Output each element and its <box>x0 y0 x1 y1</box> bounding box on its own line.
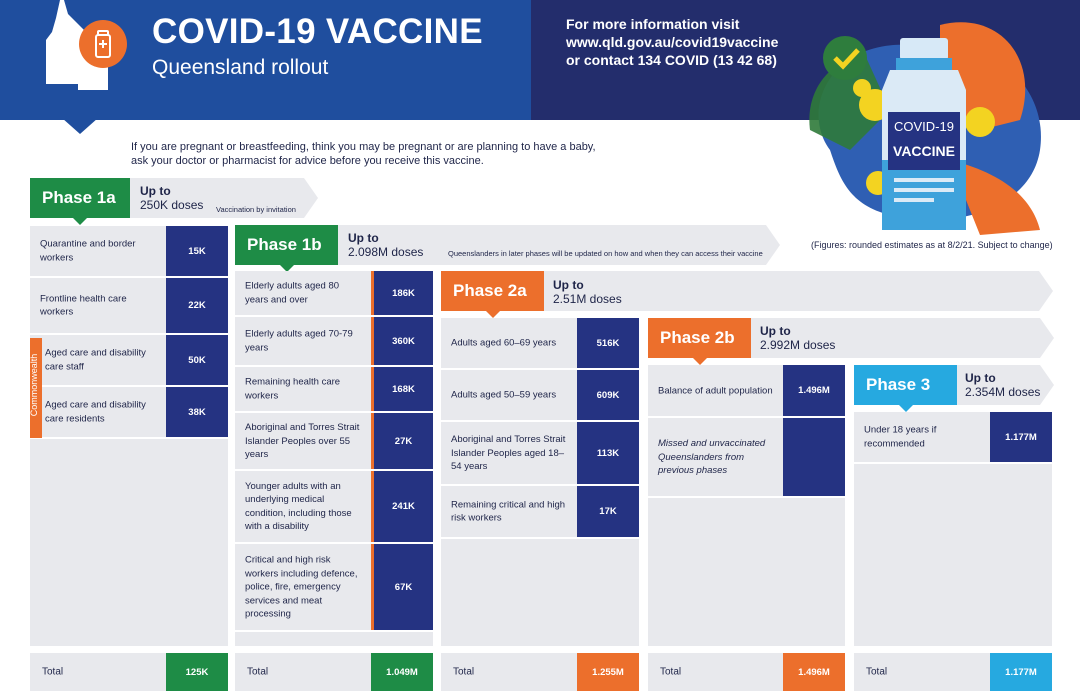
up-to-label: Up to <box>140 184 171 198</box>
row-label: Missed and unvaccinated Queenslanders from previous phases <box>658 437 766 476</box>
phase-2b-tag <box>648 318 751 358</box>
row-value: 186K <box>371 271 433 315</box>
row-label: Adults aged 50–59 years <box>451 389 557 401</box>
row-value <box>783 418 845 496</box>
up-to-label: Up to <box>553 278 584 292</box>
row-value: 15K <box>166 226 228 276</box>
row-label: Remaining critical and high risk workers <box>451 499 566 524</box>
phase-3-total <box>854 653 1052 691</box>
table-row <box>648 365 845 418</box>
phase-3-column <box>854 412 1052 646</box>
phase-name: Phase 1b <box>247 235 322 254</box>
phase-name: Phase 2a <box>453 281 527 300</box>
row-value: 17K <box>577 486 639 537</box>
row-value: 360K <box>371 317 433 365</box>
table-row <box>235 471 433 544</box>
advice-line: ask your doctor or pharmacist for advice before you receive this vaccine. <box>131 155 484 167</box>
phase-1a-column <box>30 226 228 646</box>
table-row <box>235 317 433 367</box>
row-label: Elderly adults aged 70-79 years <box>245 328 353 353</box>
table-row <box>441 318 639 370</box>
dose-count: 2.51M doses <box>553 292 622 306</box>
total-value: 1.496M <box>783 653 845 691</box>
row-value: 113K <box>577 422 639 484</box>
phase-name: Phase 3 <box>866 375 931 394</box>
row-label: Aboriginal and Torres Strait Islander Peoples over 55 years <box>245 421 360 460</box>
row-label: Aged care and disability care staff <box>45 347 146 372</box>
row-value: 1.496M <box>783 365 845 416</box>
total-label: Total <box>453 666 475 678</box>
row-value: 27K <box>371 413 433 469</box>
total-value: 1.255M <box>577 653 639 691</box>
dose-count: 2.098M doses <box>348 245 424 259</box>
row-label: Adults aged 60–69 years <box>451 337 557 349</box>
phase-2a-column <box>441 318 639 646</box>
row-label: Elderly adults aged 80 years and over <box>245 280 340 305</box>
row-value: 38K <box>166 387 228 437</box>
phase-2a-tag <box>441 271 544 311</box>
phase-2b-total <box>648 653 845 691</box>
row-value: 168K <box>371 367 433 411</box>
table-row <box>441 422 639 486</box>
row-value: 516K <box>577 318 639 368</box>
table-row <box>30 335 228 387</box>
phase-2a-doses <box>553 278 622 306</box>
up-to-label: Up to <box>760 324 791 338</box>
total-value: 125K <box>166 653 228 691</box>
table-row <box>30 387 228 439</box>
table-row <box>235 271 433 317</box>
row-label: Younger adults with an underlying medical condition, including those with a disability <box>245 480 352 532</box>
row-value: 241K <box>371 471 433 542</box>
up-to-label: Up to <box>965 371 996 385</box>
phase-1b-total <box>235 653 433 691</box>
info-url-link[interactable]: www.qld.gov.au/covid19vaccine <box>566 34 779 50</box>
table-row <box>441 486 639 539</box>
info-contact: or contact 134 COVID (13 42 68) <box>566 52 777 68</box>
phase-2b-column <box>648 365 845 646</box>
table-row <box>30 278 228 335</box>
total-label: Total <box>247 666 269 678</box>
row-label: Aboriginal and Torres Strait Islander Peoples aged 18–54 years <box>451 433 566 472</box>
row-value: 67K <box>371 544 433 630</box>
row-value: 1.177M <box>990 412 1052 462</box>
table-row <box>235 367 433 413</box>
dose-count: 2.992M doses <box>760 338 836 352</box>
header-pointer <box>62 118 98 134</box>
table-row <box>235 413 433 471</box>
phase-1b-column <box>235 271 433 646</box>
phase-name: Phase 1a <box>42 188 116 207</box>
phase-1a-total <box>30 653 228 691</box>
invitation-note: Vaccination by invitation <box>216 205 296 214</box>
commonwealth-label: Commonwealth <box>29 353 39 417</box>
page-subtitle: Queensland rollout <box>152 56 329 79</box>
vial-label-line1: COVID-19 <box>894 119 954 134</box>
dose-count: 2.354M doses <box>965 385 1041 399</box>
phase-3-doses <box>965 371 1040 399</box>
up-to-label: Up to <box>348 231 379 245</box>
vaccine-bottle-illustration <box>790 0 1050 240</box>
info-block <box>566 15 778 69</box>
page-title: COVID-19 VACCINE <box>152 12 483 51</box>
total-value: 1.049M <box>371 653 433 691</box>
info-line: For more information visit <box>566 16 740 32</box>
vial-label-line2: VACCINE <box>893 143 955 159</box>
row-label: Aged care and disability care residents <box>45 399 146 424</box>
table-row <box>854 412 1052 464</box>
row-label: Balance of adult population <box>658 384 773 396</box>
table-row <box>441 370 639 422</box>
vaccine-vial-badge <box>79 20 127 68</box>
phase-2b-doses <box>760 324 835 352</box>
total-label: Total <box>42 666 64 678</box>
row-value: 50K <box>166 335 228 385</box>
table-row <box>30 226 228 278</box>
row-value: 22K <box>166 278 228 333</box>
total-label: Total <box>660 666 682 678</box>
table-row <box>235 544 433 632</box>
row-label: Frontline health care workers <box>40 293 127 318</box>
phase-1b-tag <box>235 225 338 265</box>
row-label: Under 18 years if recommended <box>864 424 937 449</box>
row-label: Critical and high risk workers including defence, police, fire, emergency services and meat processing <box>245 554 358 620</box>
row-label: Remaining health care workers <box>245 376 341 401</box>
vial-icon <box>79 20 127 68</box>
phase-name: Phase 2b <box>660 328 735 347</box>
dose-count: 250K doses <box>140 198 204 212</box>
phase-1a-tag <box>30 178 130 218</box>
later-phases-note: Queenslanders in later phases will be updated on how and when they can access their vaccine <box>448 249 763 258</box>
phase-1a-doses <box>140 184 203 212</box>
total-label: Total <box>866 666 888 678</box>
row-value: 609K <box>577 370 639 420</box>
advice-line: If you are pregnant or breastfeeding, think you may be pregnant or are planning to have a baby, <box>131 141 596 153</box>
phase-3-tag <box>854 365 957 405</box>
row-label: Quarantine and border workers <box>40 238 136 263</box>
pregnancy-advice <box>131 140 621 168</box>
total-value: 1.177M <box>990 653 1052 691</box>
phase-2a-total <box>441 653 639 691</box>
phase-1b-doses <box>348 231 423 259</box>
table-row <box>648 418 845 498</box>
figures-note: (Figures: rounded estimates as at 8/2/21. Subject to change) <box>811 240 1053 250</box>
